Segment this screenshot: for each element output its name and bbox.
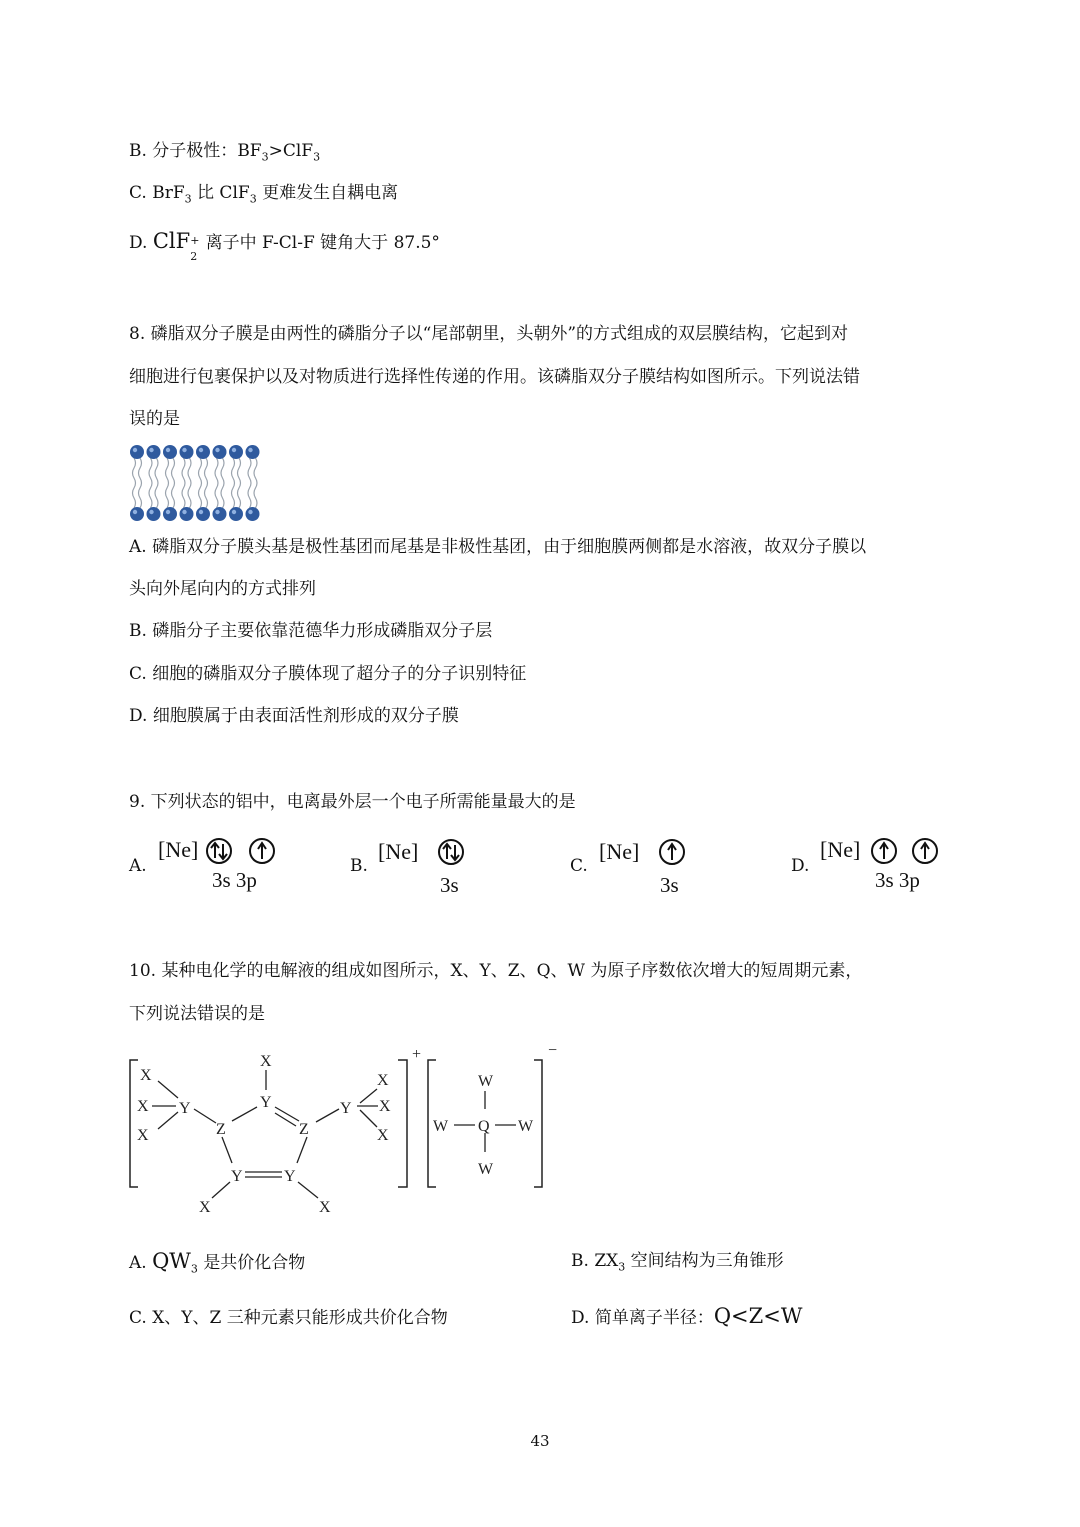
bonds: [152, 1070, 516, 1198]
lipid-tail: [215, 458, 218, 508]
lipid-head-highlight: [232, 448, 236, 452]
lipid-head: [180, 445, 194, 459]
atom-x: X: [199, 1199, 211, 1216]
sub-sup: [190, 233, 200, 263]
lipid-head-highlight: [232, 510, 236, 514]
q7-option-d-label: D.: [129, 233, 148, 253]
atom-w: W: [478, 1073, 494, 1090]
q7-option-c-text: 更难发生自耦电离: [262, 183, 399, 203]
lipid-head: [213, 507, 227, 521]
lipid-head: [246, 507, 260, 521]
lipid-head-highlight: [149, 448, 153, 452]
option-label: A.: [129, 856, 147, 876]
q8-stem: 误的是: [129, 409, 180, 429]
lipid-head: [196, 445, 210, 459]
atom-x: X: [140, 1067, 152, 1084]
lipid-tail: [172, 458, 175, 508]
core-config: [Ne]: [599, 839, 640, 864]
formula: QW: [152, 1249, 191, 1273]
option-label: D. 简单离子半径：: [571, 1308, 714, 1328]
lipid-head-highlight: [166, 510, 170, 514]
orbital-labels: 3s: [440, 873, 459, 897]
q10-stem: 下列说法错误的是: [129, 1004, 265, 1024]
q10-option-b: [571, 1250, 784, 1272]
orbital-3p-up: [249, 838, 275, 864]
lipid-tail: [133, 458, 136, 508]
lipid-head: [163, 507, 177, 521]
lipid-head-highlight: [199, 510, 203, 514]
bracket-left: [130, 1060, 138, 1187]
q7-option-c-label: C. BrF: [129, 183, 185, 203]
lipid-head-highlight: [133, 448, 137, 452]
q7-option-d: [129, 229, 440, 263]
q9-stem: 9. 下列状态的铝中，电离最外层一个电子所需能量最大的是: [129, 792, 576, 812]
core-config: [Ne]: [378, 839, 419, 864]
atom-z: Z: [299, 1121, 309, 1138]
option-label: D.: [791, 856, 810, 876]
option-label: A.: [129, 1253, 147, 1273]
orbital-3s-paired: [206, 838, 232, 864]
q8-option-b: B. 磷脂分子主要依靠范德华力形成磷脂双分子层: [129, 621, 493, 641]
lipid-head: [130, 507, 144, 521]
lipid-head-highlight: [248, 510, 252, 514]
lipid-tail: [248, 458, 251, 508]
q7-option-c-text: 比 ClF: [197, 183, 250, 203]
q10-stem: 10. 某种电化学的电解液的组成如图所示，X、Y、Z、Q、W 为原子序数依次增大的短周期元素，: [129, 961, 863, 981]
lipid-tail: [155, 458, 158, 508]
atom-w: W: [433, 1118, 449, 1135]
q8-option-a: A. 磷脂双分子膜头基是极性基团而尾基是非极性基团，由于细胞膜两侧都是水溶液，故双分子膜以: [129, 537, 867, 557]
orbital-labels: 3s 3p: [212, 868, 257, 892]
q8-stem: 细胞进行包裹保护以及对物质进行选择性传递的作用。该磷脂双分子膜结构如图所示。下列说法错: [129, 367, 860, 387]
q10-option-c: C. X、Y、Z 三种元素只能形成共价化合物: [129, 1308, 448, 1328]
subscript: 3: [618, 1260, 626, 1274]
lipid-tail: [139, 458, 142, 508]
formula: Q<Z<W: [713, 1304, 803, 1328]
lipid-tail: [166, 458, 169, 508]
orbital-3s-paired: [438, 839, 464, 865]
q7-option-c: [129, 182, 398, 204]
lipid-head: [213, 445, 227, 459]
formula: ZX: [594, 1251, 619, 1271]
lipid-head: [229, 445, 243, 459]
orbital-3p-up: [912, 838, 938, 864]
atom-y: Y: [260, 1094, 272, 1111]
atom-y: Y: [284, 1168, 296, 1185]
q8-stem: 8. 磷脂双分子膜是由两性的磷脂分子以“尾部朝里，头朝外”的方式组成的双层膜结构，它起到对: [129, 324, 849, 344]
lipid-head-highlight: [182, 448, 186, 452]
lipid-head-highlight: [199, 448, 203, 452]
lipid-head: [196, 507, 210, 521]
atom-x: X: [260, 1053, 272, 1070]
lipid-tail: [149, 458, 152, 508]
option-text: 是共价化合物: [203, 1253, 306, 1273]
core-config: [Ne]: [820, 837, 861, 862]
lipid-head-highlight: [149, 510, 153, 514]
phospholipid-bilayer-figure: [129, 442, 265, 524]
q7-option-b: [129, 140, 320, 162]
atom-y: Y: [340, 1100, 352, 1117]
lipid-head-highlight: [166, 448, 170, 452]
atom-y: Y: [179, 1100, 191, 1117]
lipid-tail: [238, 458, 241, 508]
orbital-3s-up: [871, 838, 897, 864]
subscript: 3: [313, 150, 321, 164]
orbital-labels: 3s 3p: [875, 868, 920, 892]
atom-x: X: [137, 1098, 149, 1115]
q7-option-d-text: 离子中 F-Cl-F 键角大于 87.5°: [205, 233, 440, 253]
orbital-3s-up: [659, 839, 685, 865]
q8-option-a: 头向外尾向内的方式排列: [129, 579, 316, 599]
lipid-head: [180, 507, 194, 521]
lipid-tail: [254, 458, 257, 508]
subscript: 3: [184, 192, 192, 206]
atom-q: Q: [478, 1118, 490, 1135]
q8-option-d: D. 细胞膜属于由表面活性剂形成的双分子膜: [129, 706, 459, 726]
lipid-tail: [221, 458, 224, 508]
subscript: 2: [190, 249, 198, 263]
atom-w: W: [478, 1161, 494, 1178]
electrolyte-structure-diagram: [120, 1045, 570, 1220]
lipid-tail: [232, 458, 235, 508]
atom-x: X: [137, 1127, 149, 1144]
atom-x: X: [377, 1127, 389, 1144]
lipid-tail: [205, 458, 208, 508]
atom-x: X: [377, 1072, 389, 1089]
q7-option-b-text: BF: [237, 141, 262, 161]
q7-option-b-text: >ClF: [268, 141, 314, 161]
cation-charge: +: [412, 1046, 422, 1063]
lipid-head-highlight: [133, 510, 137, 514]
lipid-head: [229, 507, 243, 521]
option-text: 空间结构为三角锥形: [630, 1251, 784, 1271]
q10-option-a: [129, 1250, 305, 1274]
lipid-head: [147, 507, 161, 521]
atom-z: Z: [216, 1121, 226, 1138]
lipid-head: [130, 445, 144, 459]
subscript: 3: [249, 192, 257, 206]
atom-y: Y: [231, 1168, 243, 1185]
atom-x: X: [379, 1098, 391, 1115]
superscript: +: [190, 233, 200, 247]
lipid-tail: [182, 458, 185, 508]
option-label: C.: [570, 856, 588, 876]
q10-option-d: [571, 1305, 802, 1329]
lipid-head: [246, 445, 260, 459]
option-label: B.: [350, 856, 368, 876]
lipid-head-highlight: [215, 510, 219, 514]
page-number: 43: [530, 1432, 550, 1450]
lipid-head-highlight: [248, 448, 252, 452]
formula: ClF: [152, 229, 191, 253]
lipid-tail: [199, 458, 202, 508]
option-label: B.: [571, 1251, 589, 1271]
subscript: 3: [190, 1262, 198, 1276]
q7-option-b-label: B. 分子极性：: [129, 141, 238, 161]
core-config: [Ne]: [158, 837, 199, 862]
q8-option-c: C. 细胞的磷脂双分子膜体现了超分子的分子识别特征: [129, 664, 527, 684]
atom-x: X: [319, 1199, 331, 1216]
lipid-tail: [188, 458, 191, 508]
bracket-right: [534, 1060, 542, 1187]
lipid-head-highlight: [182, 510, 186, 514]
lipid-head: [163, 445, 177, 459]
subscript: 3: [261, 150, 269, 164]
atom-w: W: [518, 1118, 534, 1135]
anion-charge: −: [548, 1045, 558, 1059]
lipid-head-highlight: [215, 448, 219, 452]
lipid-head: [147, 445, 161, 459]
bracket-right: [398, 1060, 407, 1187]
orbital-labels: 3s: [660, 873, 679, 897]
